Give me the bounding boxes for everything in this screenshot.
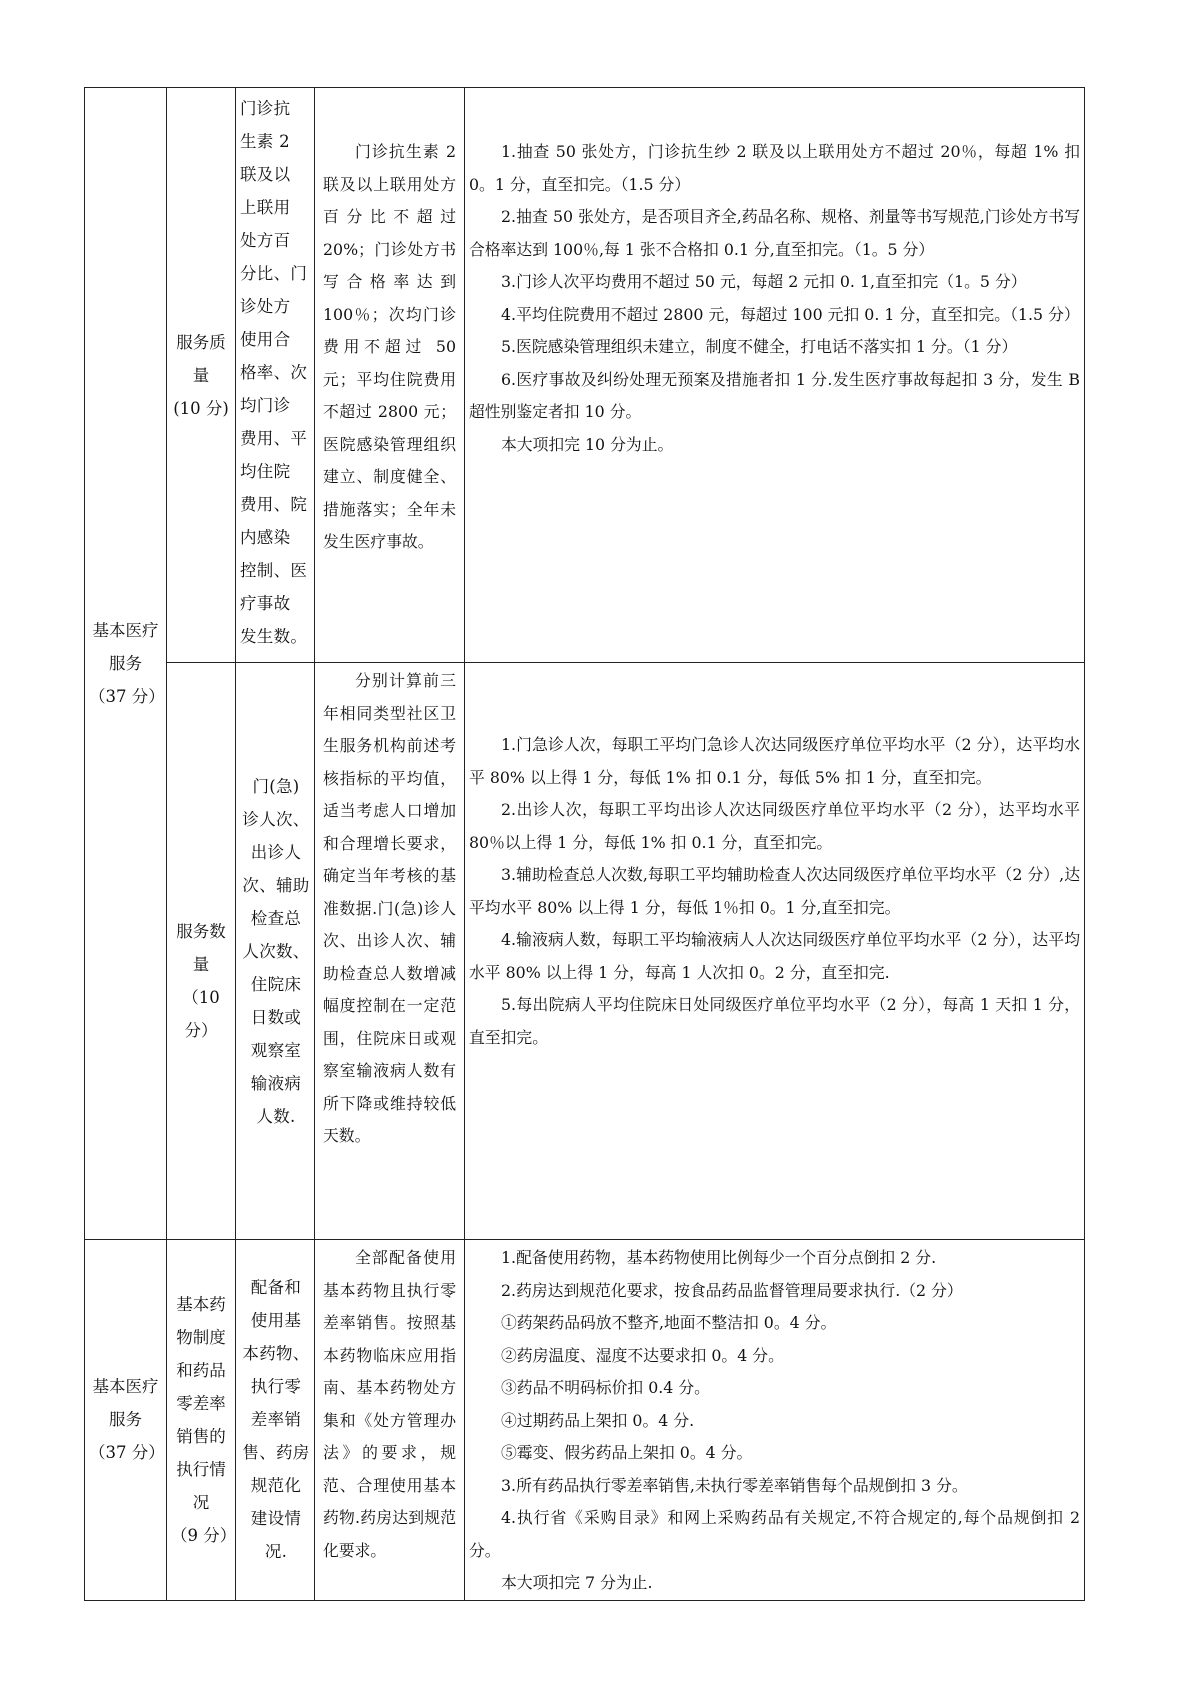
subsection-score: (10 分) bbox=[173, 398, 229, 418]
category-score: （37 分） bbox=[89, 1443, 165, 1463]
subsection-score: （10 bbox=[182, 988, 220, 1007]
rule-item: 1.门急诊人次，每职工平均门急诊人次达同级医疗单位平均水平（2 分），达平均水平 80% 以上得 1 分，每低 1% 扣 0.1 分，每低 5% 扣 1 分，直至扣完。 bbox=[469, 735, 1080, 787]
cell-line: 次、辅助 bbox=[242, 875, 310, 895]
rule-item: 4.输液病人数，每职工平均输液病人人次达同级医疗单位平均水平（2 分），达平均水平 80% 以上得 1 分，每高 1 人次扣 0。2 分，直至扣完. bbox=[469, 930, 1080, 982]
subsection-label: 服务数 bbox=[176, 922, 226, 941]
category-cell bbox=[85, 88, 167, 1240]
item-cell bbox=[236, 88, 315, 663]
cell-line: 和药品 bbox=[176, 1360, 226, 1380]
rules-list bbox=[465, 1242, 1084, 1600]
subsection-lines bbox=[171, 1288, 237, 1552]
category-label: 基本医疗 bbox=[92, 1377, 159, 1397]
rule-item: 4.平均住院费用不超过 2800 元，每超过 100 元扣 0. 1 分，直至扣完。（1.5 分） bbox=[501, 304, 1080, 324]
rule-item: 1.抽查 50 张处方，门诊抗生纱 2 联及以上联用处方不超过 20％，每超 1% 扣 0。1 分，直至扣完。（1.5 分） bbox=[469, 142, 1080, 194]
rule-item: ②药房温度、湿度不达要求扣 0。4 分。 bbox=[501, 1345, 784, 1365]
cell-line: 出诊人 bbox=[250, 842, 302, 862]
item-lines bbox=[240, 92, 312, 653]
cell-line: 日数或 bbox=[250, 1007, 302, 1027]
standard-cell bbox=[315, 88, 465, 663]
rules-cell bbox=[465, 88, 1085, 663]
cell-line: 生素 2 bbox=[240, 132, 290, 151]
cell-line: 诊处方 bbox=[240, 297, 291, 316]
rule-item: 4.执行省《采购目录》和网上采购药品有关规定,不符合规定的,每个品规倒扣 2 分。 bbox=[469, 1508, 1080, 1560]
rule-item: 3.门诊人次平均费用不超过 50 元，每超 2 元扣 0. 1,直至扣完（1。5 分） bbox=[501, 272, 1027, 291]
cell-line: 况. bbox=[264, 1542, 288, 1562]
cell-line: 基本药 bbox=[176, 1294, 226, 1314]
rule-item: ①药架药品码放不整齐,地面不整洁扣 0。4 分。 bbox=[501, 1313, 837, 1332]
rule-item: 5.医院感染管理组织未建立，制度不健全，打电话不落实扣 1 分。（1 分） bbox=[501, 337, 1018, 356]
cell-line: 输液病 bbox=[250, 1073, 302, 1093]
table-row bbox=[85, 663, 1085, 1240]
subsection-score: 分） bbox=[184, 1021, 218, 1040]
rule-item: 6.医疗事故及纠纷处理无预案及措施者扣 1 分.发生医疗事故每起扣 3 分，发生 B 超性别鉴定者扣 10 分。 bbox=[469, 369, 1080, 421]
item-cell bbox=[236, 1240, 315, 1601]
cell-line: 使用基 bbox=[250, 1311, 302, 1331]
rule-item: ④过期药品上架扣 0。4 分. bbox=[501, 1410, 695, 1430]
table-row bbox=[85, 88, 1085, 663]
standard-text: 全部配备使用基本药物且执行零差率销售。按照基本药物临床应用指南、基本药物处方集和《处方管理办法》的要求，规范、合理使用基本药物.药房达到规范化要求。 bbox=[323, 1248, 456, 1560]
cell-line: 使用合 bbox=[240, 330, 291, 349]
rule-item: 本大项扣完 10 分为止。 bbox=[501, 434, 674, 454]
rule-item: 2.出诊人次，每职工平均出诊人次达同级医疗单位平均水平（2 分），达平均水平 80％以上得 1 分，每低 1% 扣 0.1 分，直至扣完。 bbox=[469, 800, 1080, 852]
item-cell bbox=[236, 663, 315, 1240]
rule-item: 3.所有药品执行零差率销售,未执行零差率销售每个品规倒扣 3 分。 bbox=[501, 1475, 968, 1495]
cell-line: 疗事故 bbox=[240, 594, 291, 613]
item-lines bbox=[240, 770, 312, 1133]
cell-line: 差率销 bbox=[250, 1410, 302, 1430]
cell-line: （9 分） bbox=[171, 1525, 237, 1545]
cell-line: 处方百 bbox=[240, 231, 291, 250]
cell-line: 规范化 bbox=[250, 1476, 302, 1496]
cell-line: 配备和 bbox=[250, 1278, 302, 1298]
cell-line: 均门诊 bbox=[240, 396, 291, 415]
rules-list bbox=[465, 136, 1084, 461]
cell-line: 况 bbox=[192, 1492, 210, 1512]
standard-text: 分别计算前三年相同类型社区卫生服务机构前述考核指标的平均值，适当考虑人口增加和合理增长要求，确定当年考核的基准数据.门(急)诊人次、出诊人次、辅助检查总人数增减幅度控制在一定范围，住院床日或观察室输液病人数有所下降或维持较低天数。 bbox=[323, 671, 456, 1145]
subsection-label: 服务质 bbox=[176, 332, 226, 352]
standard-text: 门诊抗生素 2 联及以上联用处方百分比不超过 20%；门诊处方书写合格率达到 100％；次均门诊费用不超过 50 元；平均住院费用不超过 2800 元；医院感染管理组织建立、制度健全、措施落实；全年未发生医疗事故。 bbox=[323, 142, 456, 551]
assessment-table bbox=[84, 87, 1085, 1601]
rule-item: 5.每出院病人平均住院床日处同级医疗单位平均水平（2 分），每高 1 天扣 1 分，直至扣完。 bbox=[469, 995, 1080, 1047]
rule-item: 2.药房达到规范化要求，按食品药品监督管理局要求执行.（2 分） bbox=[501, 1280, 963, 1300]
subsection-cell bbox=[167, 1240, 236, 1601]
rule-item: 3.辅助检查总人次数,每职工平均辅助检查人次达同级医疗单位平均水平（2 分）,达平均水平 80% 以上得 1 分，每低 1％扣 0。1 分,直至扣完。 bbox=[469, 865, 1080, 917]
cell-line: 上联用 bbox=[240, 198, 291, 217]
cell-line: 分比、门 bbox=[240, 264, 308, 283]
cell-line: 格率、次 bbox=[240, 363, 308, 382]
category-score: （37 分） bbox=[89, 687, 165, 706]
cell-line: 内感染 bbox=[240, 528, 291, 547]
cell-line: 住院床 bbox=[250, 974, 302, 994]
cell-line: 检查总 bbox=[250, 908, 302, 928]
standard-cell bbox=[315, 663, 465, 1240]
rule-item: ③药品不明码标价扣 0.4 分。 bbox=[501, 1378, 710, 1397]
cell-line: 发生数。 bbox=[240, 627, 308, 646]
cell-line: 人数. bbox=[256, 1106, 296, 1126]
cell-line: 售、药房 bbox=[242, 1443, 310, 1463]
cell-line: 零差率 bbox=[176, 1393, 226, 1413]
rule-item: ⑤霉变、假劣药品上架扣 0。4 分。 bbox=[501, 1443, 753, 1462]
cell-line: 人次数、 bbox=[242, 941, 310, 961]
rule-item: 2.抽查 50 张处方，是否项目齐全,药品名称、规格、剂量等书写规范,门诊处方书写合格率达到 100％,每 1 张不合格扣 0.1 分,直至扣完。（1。5 分） bbox=[469, 207, 1080, 259]
cell-line: 观察室 bbox=[250, 1040, 302, 1060]
subsection-cell bbox=[167, 663, 236, 1240]
rule-item: 本大项扣完 7 分为止. bbox=[501, 1573, 653, 1592]
cell-line: 建设情 bbox=[250, 1509, 302, 1529]
cell-line: 均住院 bbox=[240, 462, 291, 481]
rules-cell bbox=[465, 1240, 1085, 1601]
cell-line: 费用、平 bbox=[240, 429, 308, 448]
cell-line: 费用、院 bbox=[240, 495, 308, 514]
item-lines bbox=[240, 1271, 312, 1568]
subsection-label: 量 bbox=[192, 955, 210, 974]
cell-line: 联及以 bbox=[240, 165, 291, 184]
subsection-cell bbox=[167, 88, 236, 663]
subsection-label: 量 bbox=[192, 365, 210, 385]
category-cell bbox=[85, 1240, 167, 1601]
category-label: 服务 bbox=[109, 1410, 142, 1430]
cell-line: 控制、医 bbox=[240, 561, 308, 580]
cell-line: 门(急) bbox=[252, 776, 300, 796]
table-row bbox=[85, 1240, 1085, 1601]
category-label: 服务 bbox=[109, 654, 142, 673]
cell-line: 销售的 bbox=[176, 1426, 226, 1446]
cell-line: 本药物、 bbox=[242, 1344, 310, 1364]
rule-item: 1.配备使用药物，基本药物使用比例每少一个百分点倒扣 2 分. bbox=[501, 1248, 937, 1267]
rules-list bbox=[465, 729, 1084, 1054]
cell-line: 物制度 bbox=[176, 1327, 226, 1347]
cell-line: 门诊抗 bbox=[240, 99, 291, 118]
cell-line: 诊人次、 bbox=[242, 809, 310, 829]
rules-cell bbox=[465, 663, 1085, 1240]
standard-cell bbox=[315, 1240, 465, 1601]
cell-line: 执行零 bbox=[250, 1377, 302, 1397]
cell-line: 执行情 bbox=[176, 1459, 226, 1479]
category-label: 基本医疗 bbox=[92, 621, 159, 640]
